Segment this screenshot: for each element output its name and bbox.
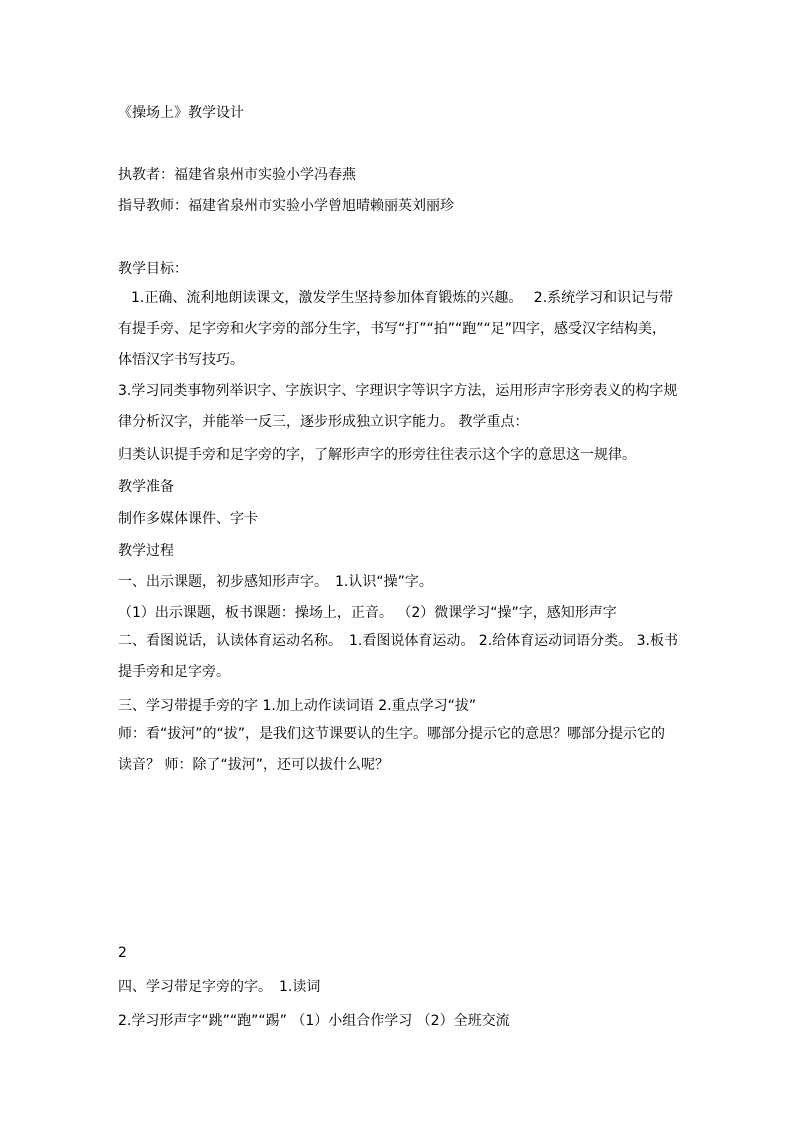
step-1: 一、出示课题，初步感知形声字。 1.认识“操”字。 bbox=[118, 574, 433, 590]
step-3-dialog: 师：看“拔河”的“拔”，是我们这节课要认的生字。哪部分提示它的意思？哪部分提示它的读音？ 师：除了“拔河”，还可以拔什么呢？ bbox=[118, 726, 666, 773]
teacher-line: 执教者：福建省泉州市实验小学冯春燕 bbox=[118, 167, 356, 183]
prep-heading: 教学准备 bbox=[118, 479, 174, 495]
step-3: 三、学习带提手旁的字 1.加上动作读词语 2.重点学习“拔” bbox=[118, 698, 477, 714]
document-title: 《操场上》教学设计 bbox=[118, 105, 244, 121]
process-heading: 教学过程 bbox=[118, 543, 174, 559]
step-1-sub: （1）出示课题，板书课题：操场上，正音。 （2）微课学习“操”字，感知形声字 bbox=[118, 605, 617, 621]
step-4-sub: 2.学习形声字“跳”“跑”“踢” （1）小组合作学习 （2）全班交流 bbox=[118, 1013, 510, 1029]
step-2: 二、看图说话，认读体育运动名称。 1.看图说体育运动。 2.给体育运动词语分类。 3.板书提手旁和足字旁。 bbox=[118, 633, 678, 680]
goals-paragraph-2: 3.学习同类事物列举识字、字族识字、字理识字等识字方法，运用形声字形旁表义的构字规律分析汉字，并能举一反三，逐步形成独立识字能力。 教学重点： bbox=[118, 383, 678, 430]
page-number: 2 bbox=[118, 945, 127, 961]
advisor-line: 指导教师：福建省泉州市实验小学曾旭晴赖丽英刘丽珍 bbox=[118, 198, 454, 214]
goals-heading: 教学目标： bbox=[118, 261, 188, 277]
goals-paragraph-1: 1.正确、流利地朗读课文，激发学生坚持参加体育锻炼的兴趣。 2.系统学习和识记与带有提手旁、足字旁和火字旁的部分生字，书写“打”“拍”“跑”“足”四字，感受汉字结构美，体悟汉字书写技巧。 bbox=[118, 290, 674, 368]
prep-content: 制作多媒体课件、字卡 bbox=[118, 511, 258, 527]
step-4: 四、学习带足字旁的字。 1.读词 bbox=[118, 979, 321, 995]
key-point: 归类认识提手旁和足字旁的字，了解形声字的形旁往往表示这个字的意思这一规律。 bbox=[118, 447, 636, 463]
